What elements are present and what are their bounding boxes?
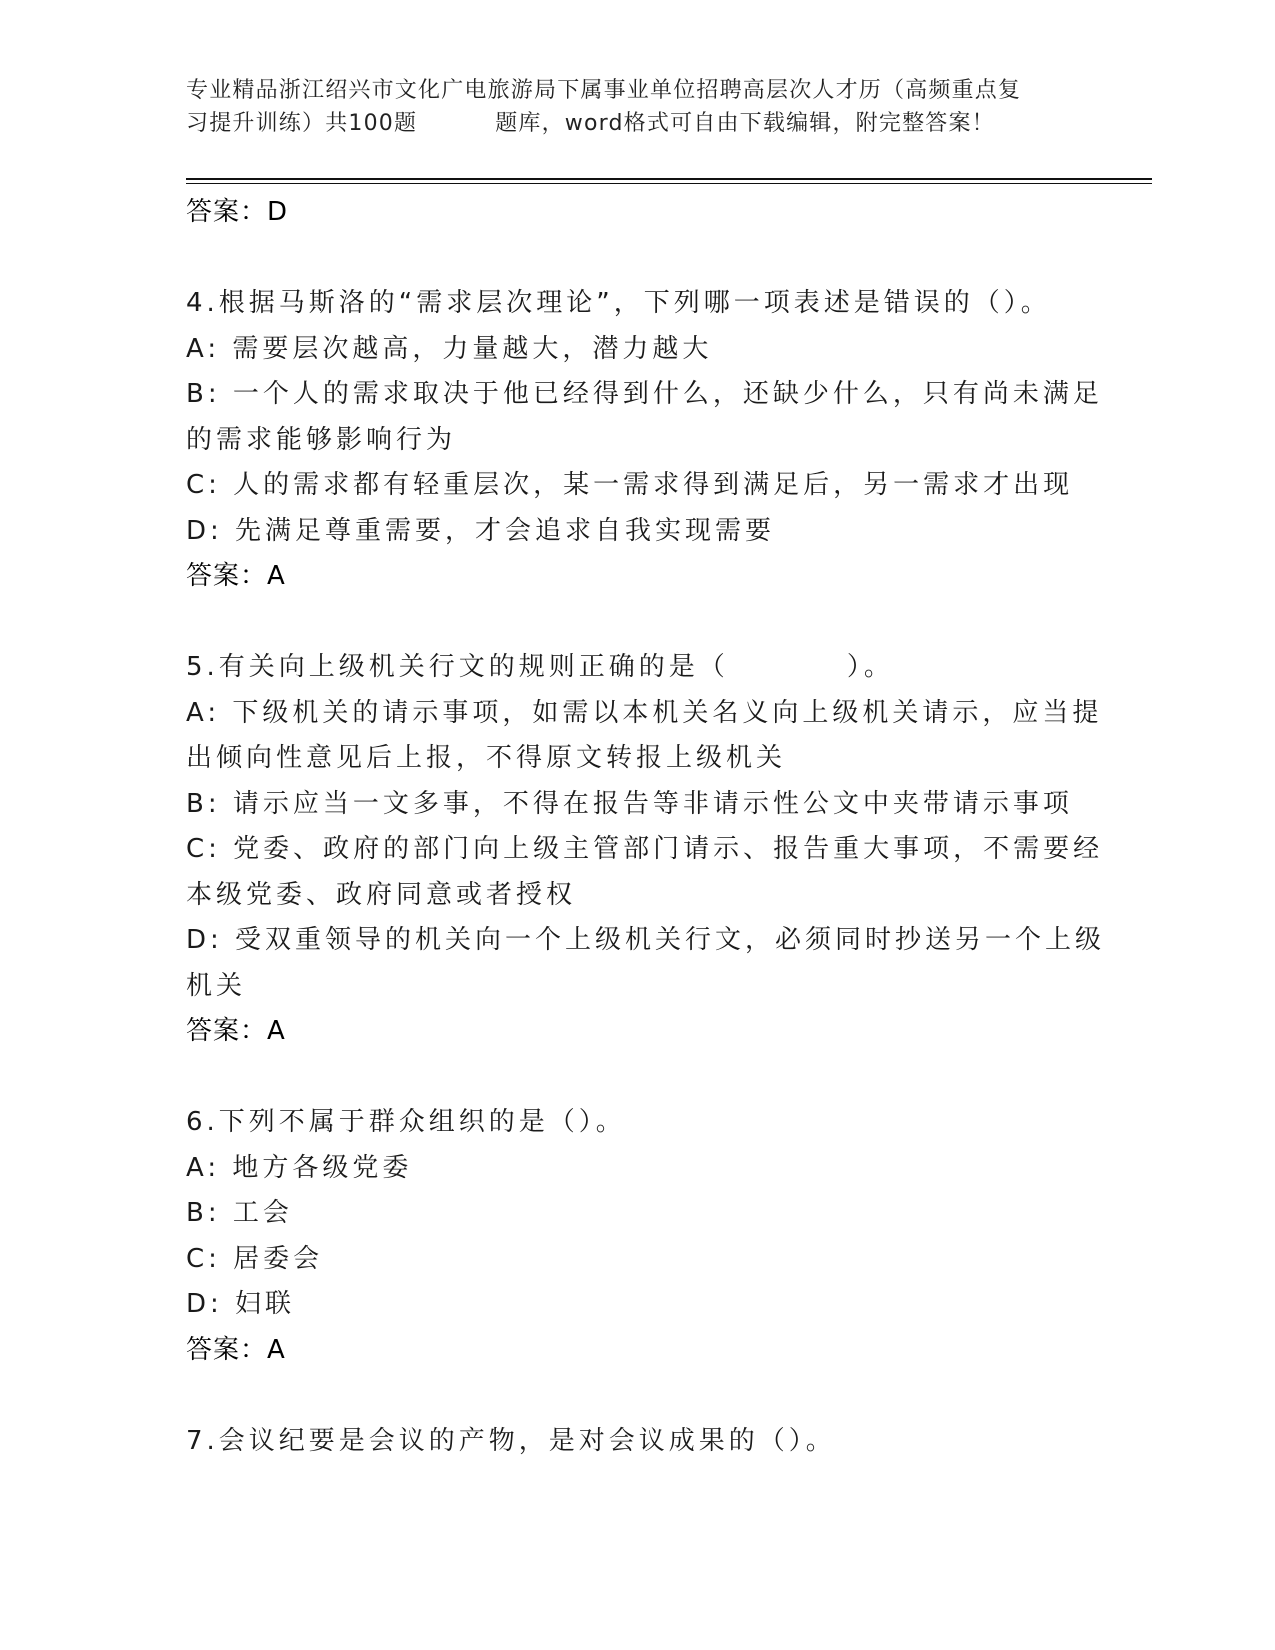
question-5-stem-right: ）。 [846,652,894,682]
question-4-stem: 4.根据马斯洛的“需求层次理论”，下列哪一项表述是错误的（）。 [186,288,1051,318]
question-5-option-d-line-2: 机关 [186,970,247,1001]
question-6-stem: 6.下列不属于群众组织的是（）。 [186,1107,626,1137]
page-header [186,74,1086,140]
question-7 [186,1419,1086,1465]
question-4-option-b-line-1: B: 一个人的需求取决于他已经得到什么，还缺少什么，只有尚未满足 [186,379,1103,409]
question-5-option-b: B: 请示应当一文多事，不得在报告等非请示性公文中夹带请示事项 [186,788,1073,819]
question-6-option-a: A: 地方各级党委 [186,1152,413,1183]
question-7-stem: 7.会议纪要是会议的产物，是对会议成果的（）。 [186,1425,836,1456]
question-6-option-d: D: 妇联 [186,1289,296,1319]
question-4-answer: 答案：A [186,561,286,591]
question-6-option-c: C: 居委会 [186,1243,324,1274]
question-4-option-c: C: 人的需求都有轻重层次，某一需求得到满足后，另一需求才出现 [186,470,1074,500]
header-divider-thick [186,178,1152,180]
question-5-option-a-line-2: 出倾向性意见后上报，不得原文转报上级机关 [186,743,787,773]
header-line-2 [186,107,1086,140]
question-5-option-c-line-1: C: 党委、政府的部门向上级主管部门请示、报告重大事项，不需要经 [186,834,1104,864]
question-5-option-c-line-2: 本级党委、政府同意或者授权 [186,879,577,910]
question-6 [186,1100,1086,1373]
answer-previous: 答案：D [186,197,289,227]
question-5-option-a-line-1: A: 下级机关的请示事项，如需以本机关名义向上级机关请示，应当提 [186,697,1103,728]
question-5-stem [186,645,1086,691]
question-4 [186,281,1103,600]
question-5-stem-left: 5.有关向上级机关行文的规则正确的是（ [186,652,729,682]
header-divider-thin [186,183,1152,184]
question-4-option-a: A: 需要层次越高，力量越大，潜力越大 [186,333,713,364]
question-5 [186,645,1106,1055]
question-6-option-b: B: 工会 [186,1198,293,1228]
question-6-answer: 答案：A [186,1334,286,1365]
question-list [186,190,1106,1464]
header-line-2-left: 习提升训练）共100题 [186,111,418,136]
question-4-option-b-line-2: 的需求能够影响行为 [186,424,457,455]
header-line-1: 专业精品浙江绍兴市文化广电旅游局下属事业单位招聘高层次人才历（高频重点复 [186,78,1022,103]
header-line-2-right: 题库，word格式可自由下载编辑，附完整答案！ [495,111,995,136]
question-4-option-d: D: 先满足尊重需要，才会追求自我实现需要 [186,515,776,546]
question-5-answer: 答案：A [186,1016,286,1046]
question-5-option-d-line-1: D: 受双重领导的机关向一个上级机关行文，必须同时抄送另一个上级 [186,925,1106,955]
